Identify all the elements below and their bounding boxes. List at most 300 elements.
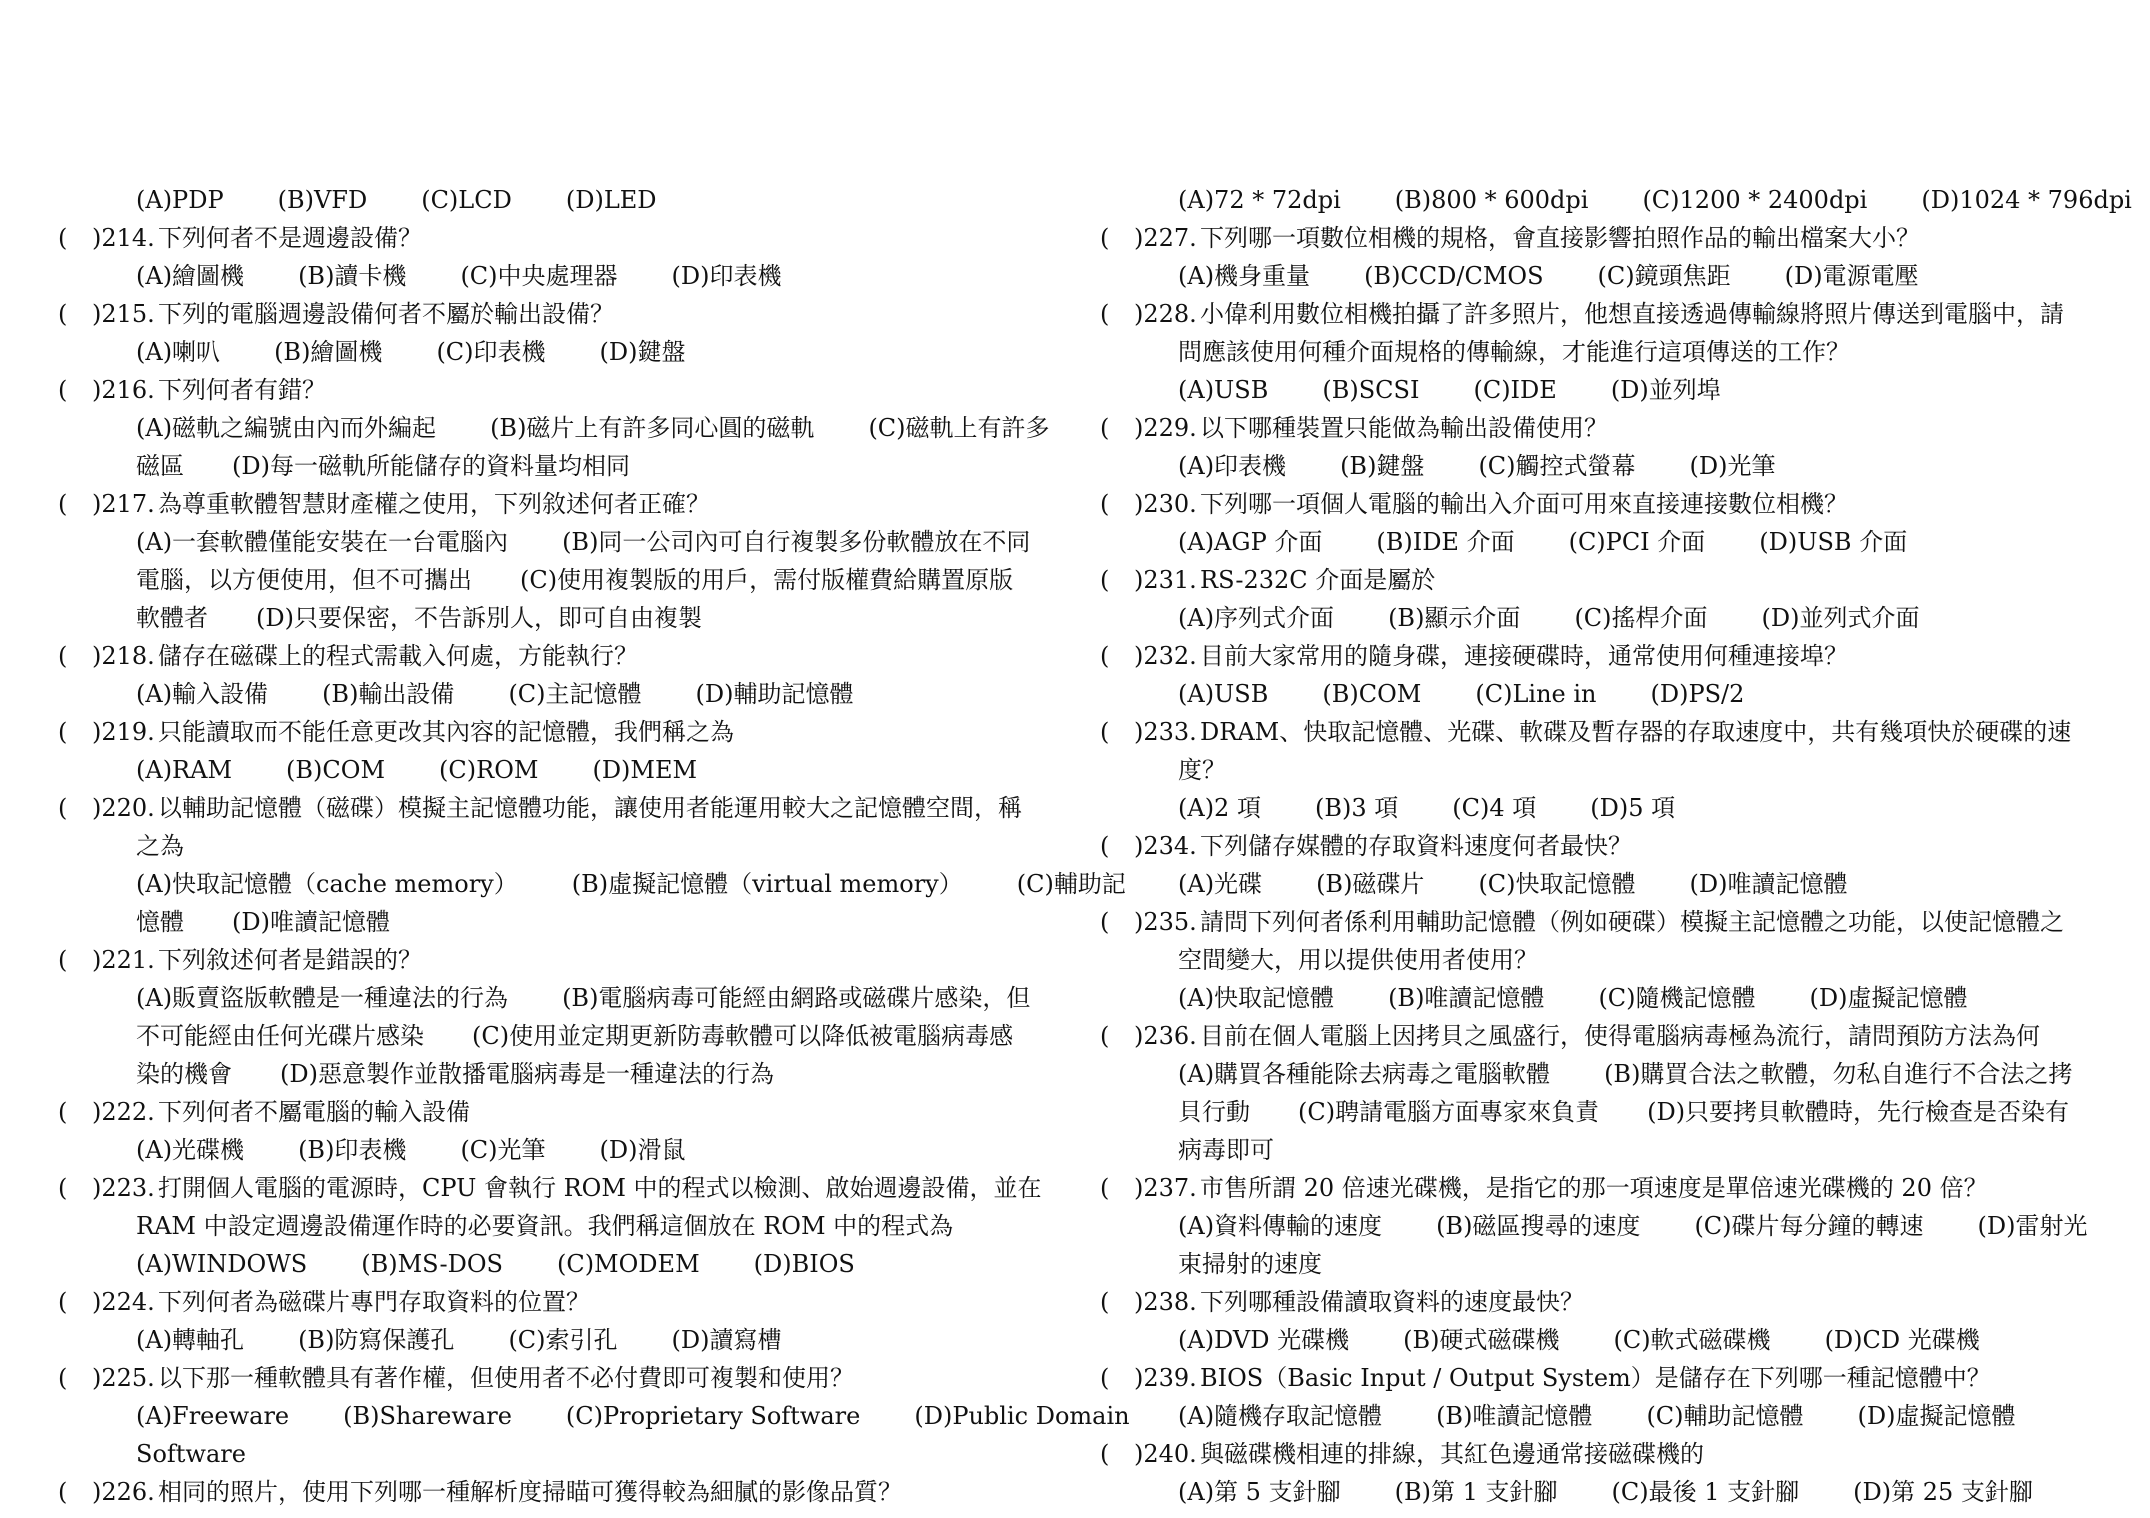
- option: (B)Shareware: [343, 1402, 512, 1430]
- option: (B)鍵盤: [1340, 452, 1425, 480]
- options-row: [1178, 599, 2140, 637]
- option: (B)3 項: [1314, 794, 1399, 822]
- option: (B)800 * 600dpi: [1394, 186, 1589, 214]
- question-line: [58, 1359, 1098, 1397]
- question-text: DRAM、快取記憶體、光碟、軟碟及暫存器的存取速度中，共有幾項快於硬碟的速: [1200, 718, 2072, 746]
- question-number: )238.: [1134, 1288, 1197, 1316]
- option: (D)並列式介面: [1761, 604, 1920, 632]
- continuation-text: 空間變大，用以提供使用者使用？: [1178, 946, 1538, 974]
- options-continuation: [58, 903, 1098, 941]
- left-column: [58, 181, 1130, 1511]
- option: (B)磁區搜尋的速度: [1436, 1212, 1641, 1240]
- question-text: 市售所謂 20 倍速光碟機，是指它的那一項速度是單倍速光碟機的 20 倍？: [1200, 1174, 1988, 1202]
- question-number: )223.: [92, 1174, 155, 1202]
- option: (A)PDP: [136, 186, 224, 214]
- question-item: [58, 789, 1126, 941]
- continuation-text: 磁區 (D)每一磁軌所能儲存的資料量均相同: [136, 452, 630, 480]
- question-item: [58, 219, 1098, 295]
- options-row: [1178, 789, 2140, 827]
- carried-options-row: [58, 181, 1098, 219]
- question-number: )219.: [92, 718, 155, 746]
- option: (B)防寫保護孔: [298, 1326, 455, 1354]
- question-text: 為尊重軟體智慧財產權之使用，下列敘述何者正確？: [158, 490, 710, 518]
- options-row: [136, 1131, 1098, 1169]
- option: (B)輸出設備: [322, 680, 455, 708]
- answer-blank: (: [1100, 1440, 1110, 1468]
- question-item: [1100, 1359, 2140, 1435]
- question-item: [58, 941, 1098, 1093]
- options-row: [1178, 1055, 2140, 1093]
- option: (A)繪圖機: [136, 262, 245, 290]
- option: (A)AGP 介面: [1178, 528, 1323, 556]
- question-number: )225.: [92, 1364, 155, 1392]
- question-number: )228.: [1134, 300, 1197, 328]
- question-text: 下列儲存媒體的存取資料速度何者最快？: [1200, 832, 1632, 860]
- continuation-text: RAM 中設定週邊設備運作時的必要資訊。我們稱這個放在 ROM 中的程式為: [136, 1212, 954, 1240]
- options-row-line: [58, 751, 1098, 789]
- question-number: )214.: [92, 224, 155, 252]
- option: (B)購買合法之軟體，勿私自進行不合法之拷: [1604, 1060, 2073, 1088]
- question-number: )231.: [1134, 566, 1197, 594]
- question-number: )227.: [1134, 224, 1197, 252]
- answer-blank: (: [58, 1174, 68, 1202]
- option: (D)虛擬記憶體: [1809, 984, 1968, 1012]
- options-row-line: [1100, 257, 2140, 295]
- answer-blank: (: [1100, 832, 1110, 860]
- options-row-line: [58, 865, 1126, 903]
- option: (A)光碟機: [136, 1136, 245, 1164]
- question-continuation: [58, 1207, 1098, 1245]
- option: (D)輔助記憶體: [695, 680, 854, 708]
- question-item: [1100, 561, 2140, 637]
- option: (D)光筆: [1689, 452, 1776, 480]
- answer-blank: (: [58, 946, 68, 974]
- options-row-line: [58, 333, 1098, 371]
- question-text: 下列的電腦週邊設備何者不屬於輸出設備？: [158, 300, 614, 328]
- option: (A)購買各種能除去病毒之電腦軟體: [1178, 1060, 1551, 1088]
- option: (D)LED: [565, 186, 657, 214]
- option: (B)第 1 支針腳: [1394, 1478, 1558, 1506]
- options-continuation: [58, 561, 1098, 599]
- options-row-line: [58, 675, 1098, 713]
- answer-blank: (: [58, 1098, 68, 1126]
- continuation-text: 軟體者 (D)只要保密，不告訴別人，即可自由複製: [136, 604, 702, 632]
- options-continuation: [58, 599, 1098, 637]
- option: (B)COM: [286, 756, 386, 784]
- question-text: 下列哪一項數位相機的規格，會直接影響拍照作品的輸出檔案大小？: [1200, 224, 1920, 252]
- option: (D)1024 * 796dpi: [1921, 186, 2132, 214]
- question-text: 以輔助記憶體（磁碟）模擬主記憶體功能，讓使用者能運用較大之記憶體空間，稱: [158, 794, 1022, 822]
- options-row-line: [1100, 1207, 2140, 1245]
- options-continuation: [58, 1435, 1098, 1473]
- options-row: [136, 409, 1098, 447]
- options-row-line: [1100, 523, 2140, 561]
- options-continuation: [1100, 1131, 2140, 1169]
- option: (D)虛擬記憶體: [1857, 1402, 2016, 1430]
- continuation-text: Software: [136, 1440, 246, 1468]
- options-row: [136, 1245, 1098, 1283]
- option: (C)ROM: [439, 756, 539, 784]
- question-number: )216.: [92, 376, 155, 404]
- question-number: )237.: [1134, 1174, 1197, 1202]
- option: (A)USB: [1178, 376, 1269, 404]
- option: (A)WINDOWS: [136, 1250, 308, 1278]
- question-text: 以下哪種裝置只能做為輸出設備使用？: [1200, 414, 1608, 442]
- options-row: [1178, 181, 2140, 219]
- option: (B)VFD: [277, 186, 368, 214]
- question-line: [1100, 295, 2140, 333]
- question-item: [1100, 637, 2140, 713]
- question-line: [58, 485, 1098, 523]
- question-line: [1100, 1017, 2140, 1055]
- option: (D)鍵盤: [599, 338, 686, 366]
- option: (C)主記憶體: [508, 680, 642, 708]
- question-text: 下列何者不屬電腦的輸入設備: [158, 1098, 470, 1126]
- question-text: 目前在個人電腦上因拷貝之風盛行，使得電腦病毒極為流行，請問預防方法為何: [1200, 1022, 2040, 1050]
- question-continuation: [1100, 941, 2140, 979]
- question-line: [1100, 561, 2140, 599]
- question-line: [1100, 903, 2140, 941]
- options-row: [136, 675, 1098, 713]
- answer-blank: (: [58, 300, 68, 328]
- question-item: [58, 1283, 1098, 1359]
- question-line: [1100, 1169, 2140, 1207]
- question-text: 目前大家常用的隨身碟，連接硬碟時，通常使用何種連接埠？: [1200, 642, 1848, 670]
- option: (C)隨機記憶體: [1598, 984, 1756, 1012]
- options-continuation: [58, 1055, 1098, 1093]
- question-continuation: [1100, 333, 2140, 371]
- continuation-text: 病毒即可: [1178, 1136, 1274, 1164]
- question-number: )236.: [1134, 1022, 1197, 1050]
- option: (D)5 項: [1590, 794, 1676, 822]
- answer-blank: (: [58, 1364, 68, 1392]
- options-row-line: [58, 409, 1098, 447]
- carried-options-row: [1100, 181, 2140, 219]
- option: (C)鏡頭焦距: [1597, 262, 1731, 290]
- option: (C)輔助記: [1016, 870, 1126, 898]
- question-number: )222.: [92, 1098, 155, 1126]
- option: (D)並列埠: [1610, 376, 1721, 404]
- option: (B)COM: [1322, 680, 1422, 708]
- question-line: [1100, 1283, 2140, 1321]
- question-number: )239.: [1134, 1364, 1197, 1392]
- option: (B)SCSI: [1322, 376, 1420, 404]
- answer-blank: (: [1100, 1022, 1110, 1050]
- continuation-text: 不可能經由任何光碟片感染 (C)使用並定期更新防毒軟體可以降低被電腦病毒感: [136, 1022, 1014, 1050]
- options-row: [136, 181, 1098, 219]
- option: (C)Line in: [1475, 680, 1597, 708]
- question-line: [58, 637, 1098, 675]
- option: (C)印表機: [436, 338, 546, 366]
- question-line: [58, 789, 1098, 827]
- question-item: [1100, 1283, 2140, 1359]
- option: (A)機身重量: [1178, 262, 1311, 290]
- options-row: [1178, 979, 2140, 1017]
- question-item: [1100, 1017, 2140, 1169]
- option: (A)磁軌之編號由內而外編起: [136, 414, 437, 442]
- question-line: [58, 219, 1098, 257]
- answer-blank: (: [1100, 642, 1110, 670]
- question-item: [1100, 713, 2140, 827]
- option: (A)轉軸孔: [136, 1326, 245, 1354]
- options-row-line: [1100, 1397, 2140, 1435]
- question-text: 下列敘述何者是錯誤的？: [158, 946, 422, 974]
- option: (B)讀卡機: [298, 262, 407, 290]
- question-item: [58, 1093, 1098, 1169]
- options-row: [1178, 675, 2140, 713]
- continuation-text: 之為: [136, 832, 184, 860]
- option: (D)PS/2: [1650, 680, 1745, 708]
- answer-blank: (: [1100, 908, 1110, 936]
- answer-blank: (: [1100, 566, 1110, 594]
- question-number: )220.: [92, 794, 155, 822]
- option: (B)印表機: [298, 1136, 407, 1164]
- continuation-text: 電腦，以方便使用，但不可攜出 (C)使用複製版的用戶，需付版權費給購置原版: [136, 566, 1014, 594]
- option: (B)唯讀記憶體: [1388, 984, 1545, 1012]
- question-number: )229.: [1134, 414, 1197, 442]
- option: (A)資料傳輸的速度: [1178, 1212, 1383, 1240]
- option: (B)MS-DOS: [361, 1250, 503, 1278]
- options-continuation: [1100, 1093, 2140, 1131]
- question-item: [1100, 485, 2140, 561]
- options-row: [136, 865, 1126, 903]
- options-row-line: [1100, 865, 2140, 903]
- question-number: )221.: [92, 946, 155, 974]
- answer-blank: (: [1100, 224, 1110, 252]
- option: (A)2 項: [1178, 794, 1261, 822]
- answer-blank: (: [58, 224, 68, 252]
- question-number: )233.: [1134, 718, 1197, 746]
- option: (A)72 * 72dpi: [1178, 186, 1341, 214]
- question-number: )234.: [1134, 832, 1197, 860]
- option: (A)一套軟體僅能安裝在一台電腦內: [136, 528, 509, 556]
- question-text: 打開個人電腦的電源時，CPU 會執行 ROM 中的程式以檢測、啟始週邊設備，並在: [158, 1174, 1042, 1202]
- option: (C)LCD: [421, 186, 512, 214]
- answer-blank: (: [1100, 1288, 1110, 1316]
- continuation-text: 貝行動 (C)聘請電腦方面專家來負責 (D)只要拷貝軟體時，先行檢查是否染有: [1178, 1098, 2070, 1126]
- question-line: [58, 1473, 1098, 1511]
- answer-blank: (: [1100, 414, 1110, 442]
- question-item: [58, 1169, 1098, 1283]
- option: (D)MEM: [592, 756, 698, 784]
- option: (D)第 25 支針腳: [1853, 1478, 2033, 1506]
- options-row-line: [1100, 599, 2140, 637]
- question-number: )215.: [92, 300, 155, 328]
- option: (B)電腦病毒可能經由網路或磁碟片感染，但: [562, 984, 1031, 1012]
- options-row-line: [58, 1321, 1098, 1359]
- question-item: [58, 371, 1098, 485]
- answer-blank: (: [1100, 718, 1110, 746]
- options-row: [1178, 447, 2140, 485]
- option: (C)觸控式螢幕: [1478, 452, 1636, 480]
- options-row: [136, 257, 1098, 295]
- continuation-text: 染的機會 (D)惡意製作並散播電腦病毒是一種違法的行為: [136, 1060, 774, 1088]
- options-row: [136, 333, 1098, 371]
- option: (C)輔助記憶體: [1646, 1402, 1804, 1430]
- question-line: [1100, 637, 2140, 675]
- option: (C)碟片每分鐘的轉速: [1694, 1212, 1924, 1240]
- question-number: )226.: [92, 1478, 155, 1506]
- option: (B)磁碟片: [1316, 870, 1425, 898]
- option: (D)滑鼠: [599, 1136, 686, 1164]
- question-text: 下列哪種設備讀取資料的速度最快？: [1200, 1288, 1584, 1316]
- option: (A)序列式介面: [1178, 604, 1335, 632]
- options-row: [136, 751, 1098, 789]
- options-row: [1178, 865, 2140, 903]
- option: (C)PCI 介面: [1568, 528, 1706, 556]
- option: (C)中央處理器: [460, 262, 618, 290]
- option: (D)Public Domain: [914, 1402, 1130, 1430]
- option: (C)光筆: [460, 1136, 546, 1164]
- question-line: [1100, 713, 2140, 751]
- options-row-line: [1100, 1055, 2140, 1093]
- question-item: [1100, 827, 2140, 903]
- answer-blank: (: [1100, 1364, 1110, 1392]
- question-item: [1100, 903, 2140, 1017]
- question-continuation: [1100, 751, 2140, 789]
- question-line: [1100, 1435, 2140, 1473]
- options-continuation: [1100, 1245, 2140, 1283]
- option: (C)MODEM: [556, 1250, 700, 1278]
- option: (B)硬式磁碟機: [1403, 1326, 1560, 1354]
- option: (D)USB 介面: [1759, 528, 1908, 556]
- option: (B)繪圖機: [274, 338, 383, 366]
- question-item: [58, 637, 1098, 713]
- answer-blank: (: [1100, 490, 1110, 518]
- options-row-line: [58, 1245, 1098, 1283]
- question-line: [1100, 827, 2140, 865]
- option: (A)快取記憶體: [1178, 984, 1335, 1012]
- question-item: [58, 295, 1098, 371]
- question-text: RS-232C 介面是屬於: [1200, 566, 1436, 594]
- options-row: [136, 1397, 1130, 1435]
- question-text: 儲存在磁碟上的程式需載入何處，方能執行？: [158, 642, 638, 670]
- answer-blank: (: [1100, 300, 1110, 328]
- option: (B)CCD/CMOS: [1364, 262, 1544, 290]
- continuation-text: 束掃射的速度: [1178, 1250, 1322, 1278]
- option: (D)讀寫槽: [671, 1326, 782, 1354]
- option: (B)磁片上有許多同心圓的磁軌: [490, 414, 815, 442]
- question-line: [1100, 1359, 2140, 1397]
- option: (A)USB: [1178, 680, 1269, 708]
- options-row: [1178, 523, 2140, 561]
- question-number: )224.: [92, 1288, 155, 1316]
- question-line: [58, 941, 1098, 979]
- option: (C)快取記憶體: [1478, 870, 1636, 898]
- option: (D)BIOS: [753, 1250, 855, 1278]
- option: (A)印表機: [1178, 452, 1287, 480]
- answer-blank: (: [58, 376, 68, 404]
- options-row-line: [58, 257, 1098, 295]
- answer-blank: (: [58, 1478, 68, 1506]
- question-text: BIOS（Basic Input / Output System）是儲存在下列哪一種記憶體中？: [1200, 1364, 1991, 1392]
- question-line: [1100, 485, 2140, 523]
- option: (B)同一公司內可自行複製多份軟體放在不同: [562, 528, 1031, 556]
- option: (C)1200 * 2400dpi: [1642, 186, 1868, 214]
- option: (C)索引孔: [508, 1326, 618, 1354]
- question-text: 與磁碟機相連的排線，其紅色邊通常接磁碟機的: [1200, 1440, 1704, 1468]
- question-item: [1100, 1169, 2140, 1283]
- question-number: )235.: [1134, 908, 1197, 936]
- options-row-line: [1100, 789, 2140, 827]
- question-line: [58, 1283, 1098, 1321]
- options-row-line: [1100, 675, 2140, 713]
- option: (D)印表機: [671, 262, 782, 290]
- options-row: [1178, 257, 2140, 295]
- option: (B)唯讀記憶體: [1436, 1402, 1593, 1430]
- options-row-line: [58, 1131, 1098, 1169]
- option: (C)4 項: [1452, 794, 1537, 822]
- option: (C)軟式磁碟機: [1613, 1326, 1771, 1354]
- option: (A)Freeware: [136, 1402, 290, 1430]
- options-row: [136, 523, 1098, 561]
- question-line: [58, 295, 1098, 333]
- question-text: 請問下列何者係利用輔助記憶體（例如硬碟）模擬主記憶體之功能，以使記憶體之: [1200, 908, 2064, 936]
- right-column: [1100, 181, 2140, 1511]
- question-text: 以下那一種軟體具有著作權，但使用者不必付費即可複製和使用？: [158, 1364, 854, 1392]
- option: (A)快取記憶體（cache memory）: [136, 870, 518, 898]
- continuation-text: 度？: [1178, 756, 1226, 784]
- option: (C)磁軌上有許多: [868, 414, 1050, 442]
- option: (A)販賣盜版軟體是一種違法的行為: [136, 984, 509, 1012]
- continuation-text: 問應該使用何種介面規格的傳輸線，才能進行這項傳送的工作？: [1178, 338, 1850, 366]
- option: (A)隨機存取記憶體: [1178, 1402, 1383, 1430]
- option: (D)唯讀記憶體: [1689, 870, 1848, 898]
- options-row-line: [58, 979, 1098, 1017]
- options-row-line: [58, 523, 1098, 561]
- question-number: )232.: [1134, 642, 1197, 670]
- options-row: [1178, 1207, 2140, 1245]
- options-row: [136, 1321, 1098, 1359]
- question-item: [1100, 219, 2140, 295]
- option: (A)RAM: [136, 756, 233, 784]
- question-text: 下列何者為磁碟片專門存取資料的位置？: [158, 1288, 590, 1316]
- question-number: )240.: [1134, 1440, 1197, 1468]
- question-continuation: [58, 827, 1098, 865]
- options-row-line: [1100, 1473, 2140, 1511]
- option: (C)最後 1 支針腳: [1611, 1478, 1800, 1506]
- option: (A)第 5 支針腳: [1178, 1478, 1341, 1506]
- question-text: 下列何者有錯？: [158, 376, 326, 404]
- question-text: 只能讀取而不能任意更改其內容的記憶體，我們稱之為: [158, 718, 734, 746]
- option: (B)虛擬記憶體（virtual memory）: [571, 870, 963, 898]
- options-continuation: [58, 447, 1098, 485]
- question-line: [58, 1093, 1098, 1131]
- options-row: [1178, 1473, 2140, 1511]
- option: (A)光碟: [1178, 870, 1263, 898]
- options-row: [1178, 1321, 2140, 1359]
- option: (D)雷射光: [1977, 1212, 2088, 1240]
- option: (C)Proprietary Software: [565, 1402, 861, 1430]
- question-line: [58, 371, 1098, 409]
- options-continuation: [58, 1017, 1098, 1055]
- question-number: )230.: [1134, 490, 1197, 518]
- answer-blank: (: [58, 1288, 68, 1316]
- question-line: [58, 1169, 1098, 1207]
- answer-blank: (: [58, 642, 68, 670]
- options-row: [1178, 371, 2140, 409]
- question-text: 下列哪一項個人電腦的輸出入介面可用來直接連接數位相機？: [1200, 490, 1848, 518]
- question-line: [58, 713, 1098, 751]
- question-item: [1100, 409, 2140, 485]
- option: (D)電源電壓: [1784, 262, 1919, 290]
- options-row-line: [1100, 447, 2140, 485]
- question-item: [58, 485, 1098, 637]
- question-item: [58, 1473, 1098, 1511]
- question-item: [1100, 295, 2140, 409]
- option: (D)CD 光碟機: [1824, 1326, 1980, 1354]
- question-line: [1100, 409, 2140, 447]
